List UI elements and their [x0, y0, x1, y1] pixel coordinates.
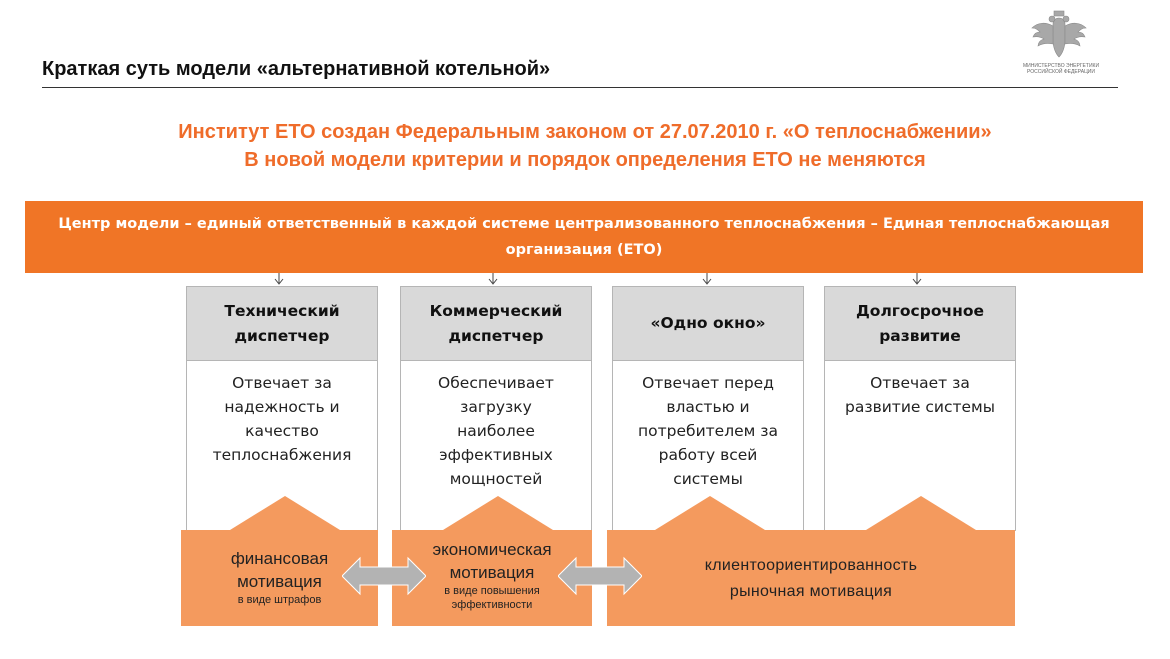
column-header-commercial: [400, 286, 592, 361]
column-description: Отвечает перед властью и потребителем за работу всей системы: [637, 374, 779, 488]
column-header-technical: [186, 286, 378, 361]
arrow-down-icon: [274, 273, 284, 285]
arrow-up-icon: [866, 496, 976, 530]
headline-line-2: В новой модели критерии и порядок определения ЕТО не меняются: [244, 149, 926, 171]
column-header-long-term: [824, 286, 1016, 361]
column-title: «Одно окно»: [650, 314, 766, 332]
financial-motivation-label: финансовая мотивация: [230, 549, 329, 591]
slide-title: Краткая суть модели «альтернативной котельной»: [42, 58, 551, 80]
headline-line-1: Институт ЕТО создан Федеральным законом от 27.07.2010 г. «О теплоснабжении»: [178, 121, 992, 143]
column-header-one-window: [612, 286, 804, 361]
market-motivation-box: [607, 530, 1015, 626]
column-description: Обеспечивает загрузку наиболее эффективных мощностей: [438, 374, 554, 488]
double-headed-eagle-icon: [1028, 10, 1090, 62]
double-arrow-icon: [342, 556, 426, 596]
market-motivation-label: рыночная мотивация: [729, 583, 893, 600]
headline: [0, 118, 1170, 174]
emblem-caption: МИНИСТЕРСТВО ЭНЕРГЕТИКИ РОССИЙСКОЙ ФЕДЕРАЦИИ: [1022, 63, 1100, 75]
arrow-up-icon: [655, 496, 765, 530]
arrow-up-icon: [230, 496, 340, 530]
arrow-down-icon: [488, 273, 498, 285]
economic-motivation-label: экономическая мотивация: [432, 540, 552, 582]
title-divider: [42, 87, 1118, 88]
financial-motivation-note: в виде штрафов: [237, 594, 322, 606]
arrow-down-icon: [912, 273, 922, 285]
column-description: Отвечает за развитие системы: [845, 374, 995, 416]
double-arrow-icon: [558, 556, 642, 596]
arrow-down-icon: [702, 273, 712, 285]
column-title: Долгосрочное развитие: [856, 301, 984, 345]
center-banner-text: Центр модели – единый ответственный в каждой системе централизованного теплоснабжения – Единая теплоснабжающая организация (ЕТО): [58, 216, 1110, 258]
column-description: Отвечает за надежность и качество теплоснабжения: [212, 374, 352, 464]
column-title: Коммерческий диспетчер: [429, 301, 563, 345]
center-banner: [25, 201, 1143, 273]
column-title: Технический диспетчер: [224, 301, 340, 345]
client-orientation-label: клиентоориентированность: [704, 557, 918, 574]
economic-motivation-note: в виде повышения эффективности: [444, 585, 540, 611]
arrow-up-icon: [443, 496, 553, 530]
